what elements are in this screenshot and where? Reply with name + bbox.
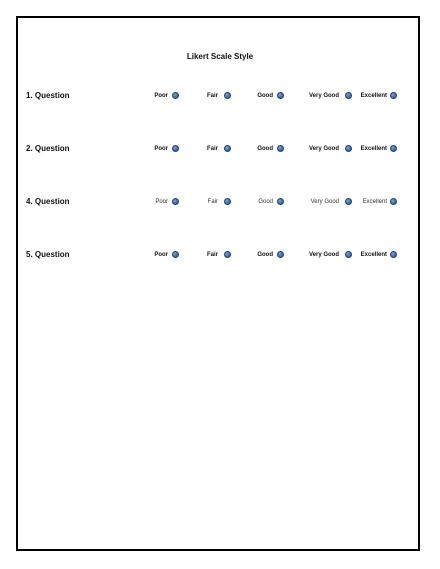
question-label: 2. Question: [26, 144, 70, 153]
option-label-good: Good: [258, 199, 273, 205]
radio-fair[interactable]: [224, 145, 231, 152]
option-label-good: Good: [257, 93, 273, 99]
question-label: 4. Question: [26, 197, 70, 206]
radio-very-good[interactable]: [345, 251, 352, 258]
option-label-good: Good: [257, 146, 273, 152]
radio-excellent[interactable]: [390, 92, 397, 99]
option-label-poor: Poor: [155, 199, 168, 205]
page-title: Likert Scale Style: [186, 52, 254, 61]
radio-very-good[interactable]: [345, 145, 352, 152]
option-label-good: Good: [257, 252, 273, 258]
option-label-fair: Fair: [206, 252, 218, 258]
option-label-excellent: Excellent: [360, 93, 387, 99]
radio-good[interactable]: [277, 251, 284, 258]
option-label-fair: Fair: [206, 93, 218, 99]
option-label-excellent: Excellent: [360, 252, 387, 258]
radio-good[interactable]: [277, 92, 284, 99]
radio-very-good[interactable]: [345, 198, 352, 205]
radio-poor[interactable]: [172, 145, 179, 152]
question-row-2: [0, 142, 440, 156]
radio-poor[interactable]: [172, 92, 179, 99]
radio-poor[interactable]: [172, 198, 179, 205]
option-label-fair: Fair: [207, 199, 218, 205]
option-label-excellent: Excellent: [360, 146, 387, 152]
question-row-4: [0, 195, 440, 209]
question-row-5: [0, 248, 440, 262]
option-label-fair: Fair: [206, 146, 218, 152]
option-label-very-good: Very Good: [308, 146, 339, 152]
radio-excellent[interactable]: [390, 198, 397, 205]
option-label-very-good: Very Good: [308, 252, 339, 258]
option-label-poor: Poor: [154, 252, 168, 258]
radio-excellent[interactable]: [390, 251, 397, 258]
radio-poor[interactable]: [172, 251, 179, 258]
option-label-excellent: Excellent: [362, 199, 387, 205]
option-label-very-good: Very Good: [310, 199, 339, 205]
radio-good[interactable]: [277, 198, 284, 205]
radio-fair[interactable]: [224, 198, 231, 205]
radio-good[interactable]: [277, 145, 284, 152]
question-row-1: [0, 89, 440, 103]
radio-fair[interactable]: [224, 251, 231, 258]
option-label-very-good: Very Good: [308, 93, 339, 99]
question-label: 5. Question: [26, 250, 70, 259]
radio-excellent[interactable]: [390, 145, 397, 152]
question-label: 1. Question: [26, 91, 70, 100]
option-label-poor: Poor: [154, 93, 168, 99]
option-label-poor: Poor: [154, 146, 168, 152]
radio-very-good[interactable]: [345, 92, 352, 99]
radio-fair[interactable]: [224, 92, 231, 99]
